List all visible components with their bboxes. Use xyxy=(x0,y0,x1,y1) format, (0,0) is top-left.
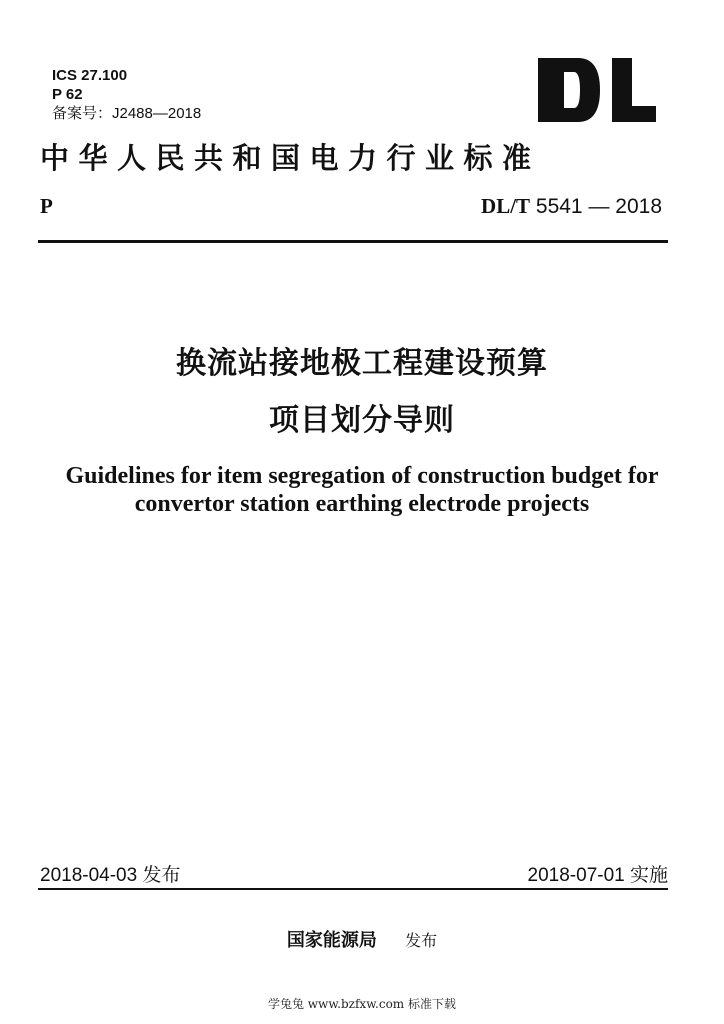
top-rule xyxy=(38,240,668,243)
publisher-name: 国家能源局 xyxy=(286,930,377,951)
publisher xyxy=(0,926,724,952)
issue-date: 2018-04-03 发布 xyxy=(40,865,181,886)
standard-code: DL/T xyxy=(481,194,531,218)
ics-number: ICS 27.100 xyxy=(52,67,128,84)
bottom-rule xyxy=(38,888,668,890)
title-cn-line2: 项目划分导则 xyxy=(269,403,455,438)
title-en-line2: convertor station earthing electrode projects xyxy=(134,491,590,517)
standard-year: 5541 — 2018 xyxy=(535,195,662,218)
record-number: 备案号：J2488—2018 xyxy=(52,105,202,122)
category-letter: P xyxy=(40,194,53,218)
standard-number xyxy=(481,194,662,219)
footer-watermark: 学兔兔 www.bzfxw.com 标准下载 xyxy=(267,997,457,1011)
title-en-line1: Guidelines for item segregation of construction budget for xyxy=(65,463,659,489)
dl-logo xyxy=(534,56,658,124)
publisher-verb: 发布 xyxy=(405,931,438,950)
implementation-date: 2018-07-01 实施 xyxy=(527,865,668,886)
title-cn-line1: 换流站接地极工程建设预算 xyxy=(176,346,548,381)
nation-title: 中华人民共和国电力行业标准 xyxy=(40,141,541,175)
ccs-number: P 62 xyxy=(52,86,83,103)
